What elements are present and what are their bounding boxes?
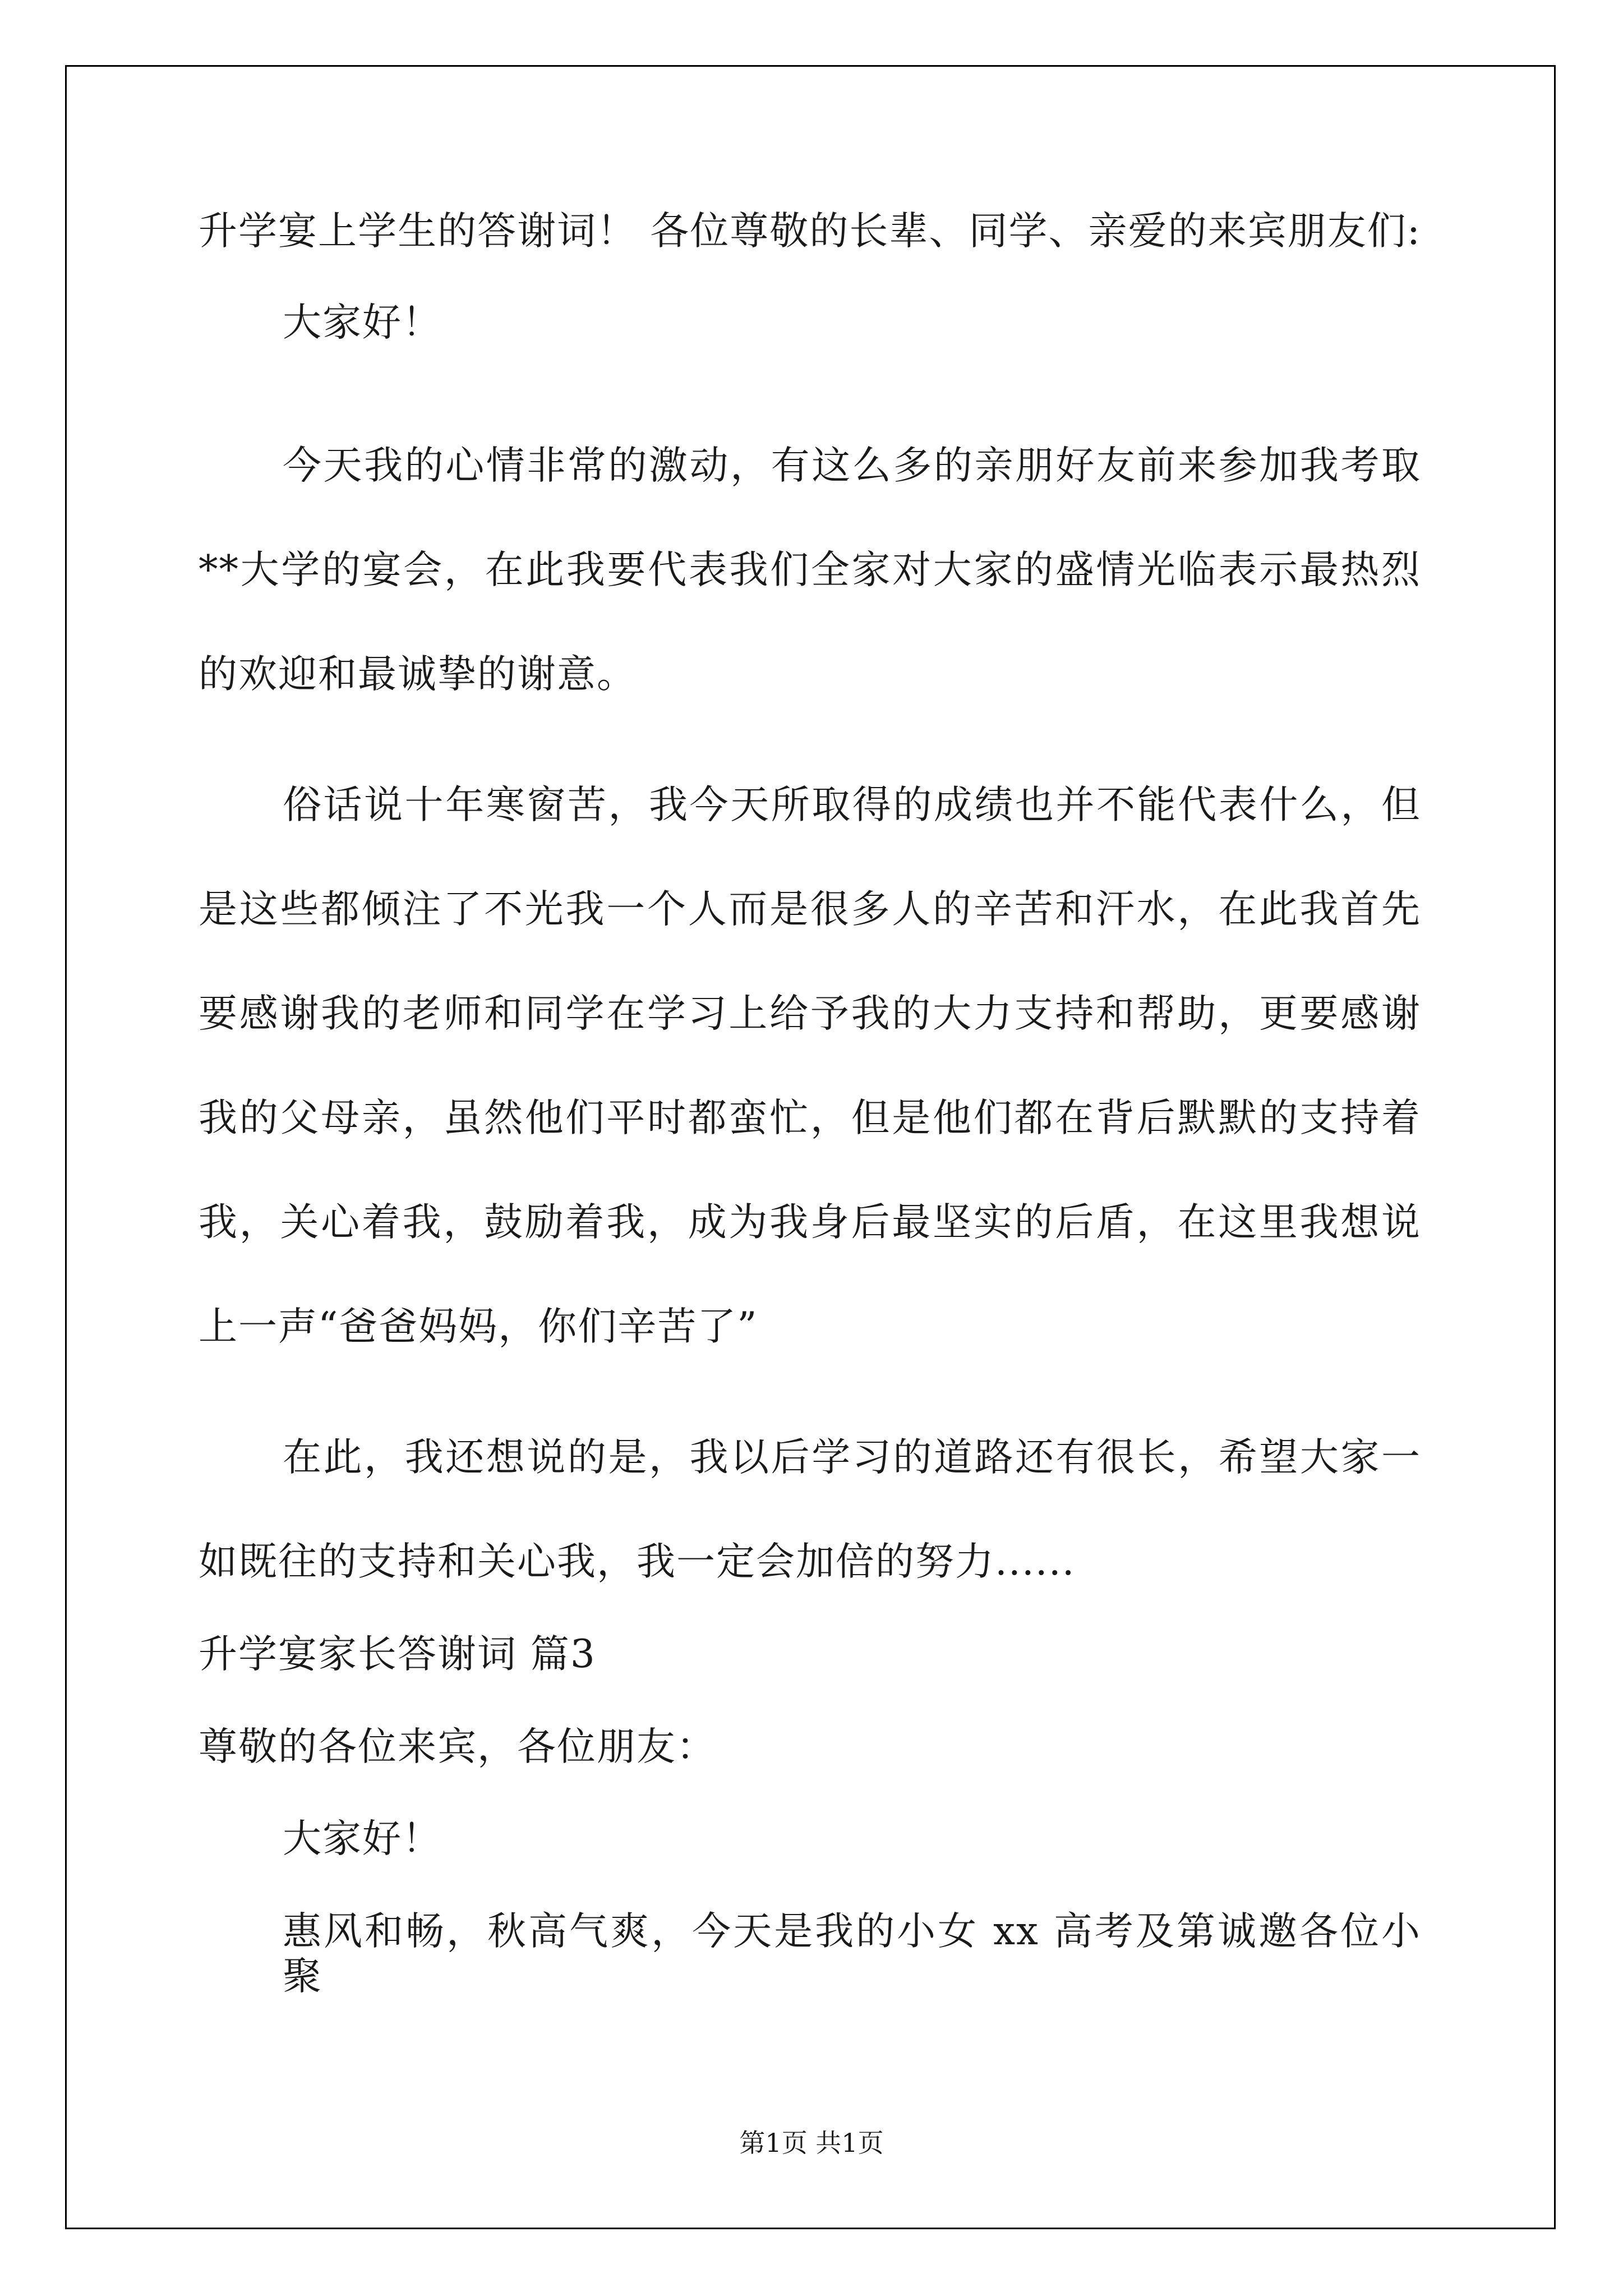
text-line: 大家好！ xyxy=(283,300,442,345)
text-line: 要感谢我的老师和同学在学习上给予我的大力支持和帮助，更要感谢 xyxy=(199,991,1421,1036)
text-line: 在此，我还想说的是，我以后学习的道路还有很长，希望大家一 xyxy=(283,1435,1421,1480)
text-line: 上一声“爸爸妈妈，你们辛苦了” xyxy=(199,1304,758,1349)
text-line: 尊敬的各位来宾，各位朋友： xyxy=(199,1724,716,1769)
text-line: 的欢迎和最诚挚的谢意。 xyxy=(199,652,637,697)
text-line: 大家好！ xyxy=(283,1816,442,1861)
text-line: 我的父母亲，虽然他们平时都蛮忙，但是他们都在背后默默的支持着 xyxy=(199,1096,1421,1140)
text-line: 今天我的心情非常的激动，有这么多的亲朋好友前来参加我考取 xyxy=(283,443,1421,488)
text-line: 惠风和畅，秋高气爽，今天是我的小女 xx 高考及第诚邀各位小聚 xyxy=(283,1909,1421,1999)
text-line: 如既往的支持和关心我，我一定会加倍的努力...... xyxy=(199,1539,1076,1584)
page-footer: 第1页 共1页 xyxy=(739,2128,884,2158)
text-line: **大学的宴会，在此我要代表我们全家对大家的盛情光临表示最热烈 xyxy=(199,547,1421,592)
text-line: 是这些都倾注了不光我一个人而是很多人的辛苦和汗水，在此我首先 xyxy=(199,887,1421,932)
page-border xyxy=(65,65,1556,2229)
text-line: 我，关心着我，鼓励着我，成为我身后最坚实的后盾，在这里我想说 xyxy=(199,1200,1421,1245)
text-line: 升学宴上学生的答谢词！ 各位尊敬的长辈、同学、亲爱的来宾朋友们: xyxy=(199,209,1421,254)
section-heading: 升学宴家长答谢词 篇3 xyxy=(199,1632,596,1677)
text-line: 俗话说十年寒窗苦，我今天所取得的成绩也并不能代表什么，但 xyxy=(283,783,1421,827)
